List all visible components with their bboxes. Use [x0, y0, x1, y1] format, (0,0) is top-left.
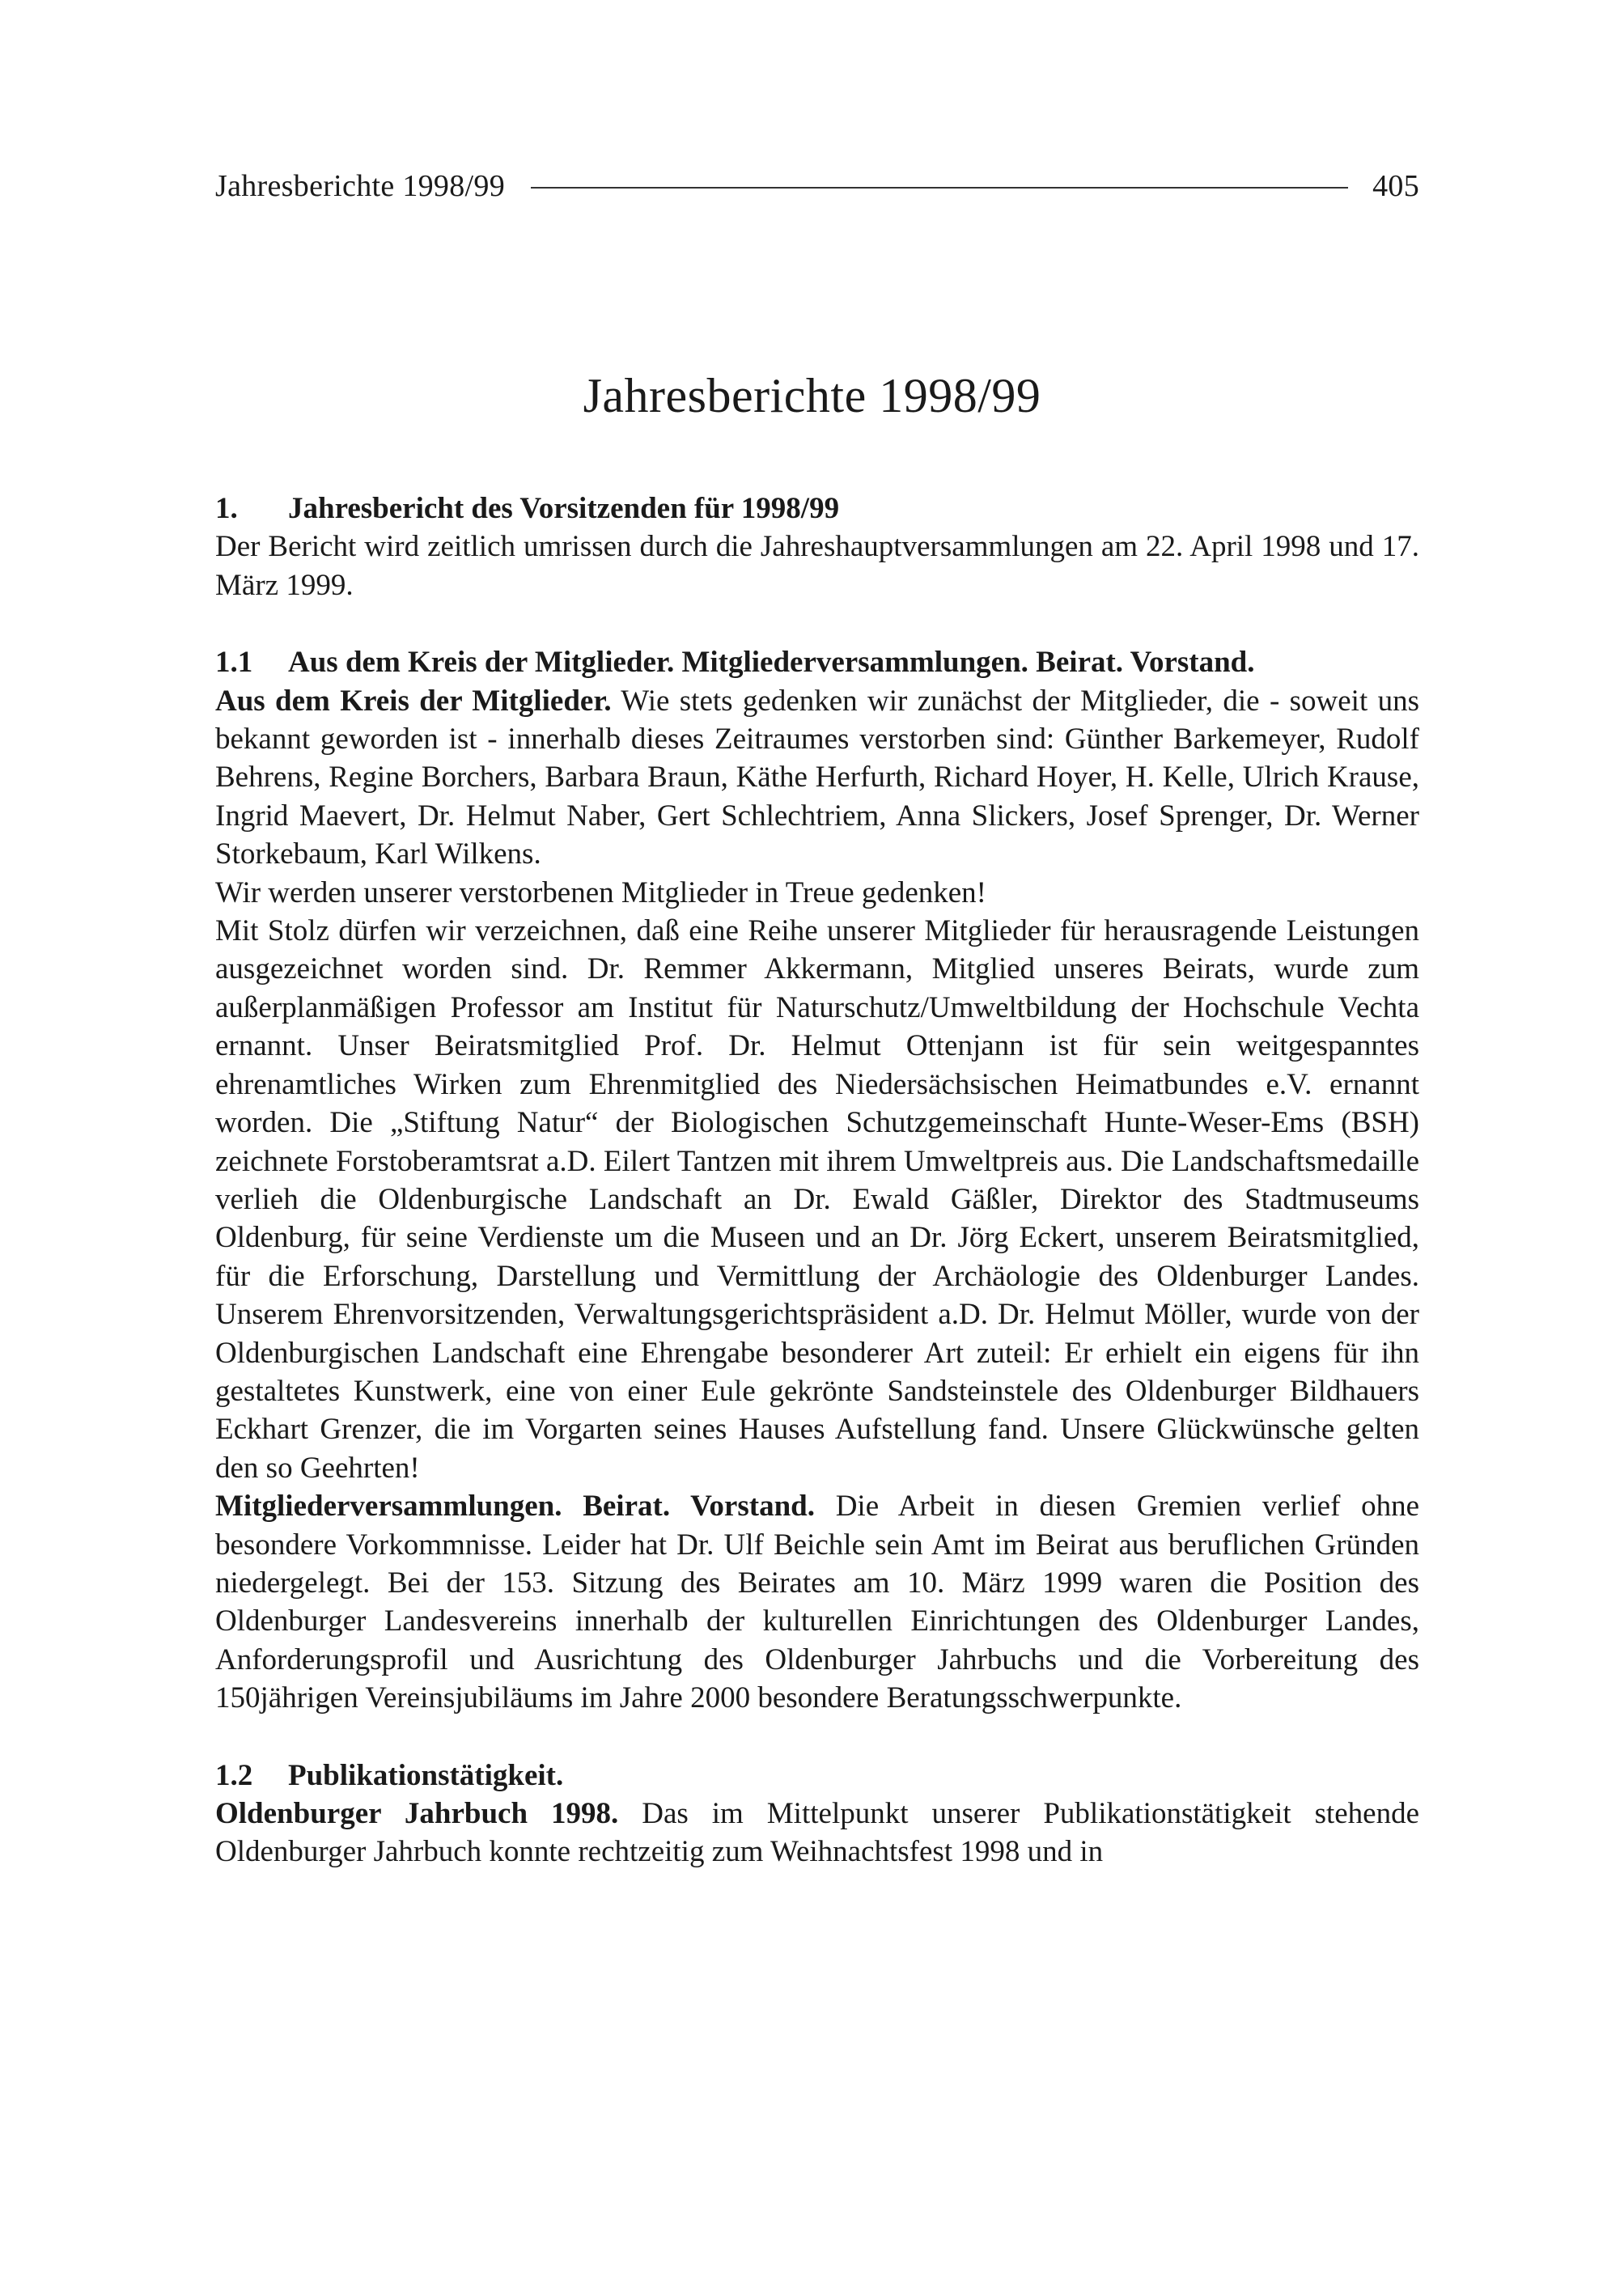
paragraph-lead: Oldenburger Jahrbuch 1998. [215, 1797, 619, 1830]
spacer [215, 1718, 1419, 1757]
page-title: Jahresberichte 1998/99 [583, 369, 1041, 422]
paragraph-text: Das im Mittelpunkt unserer Publikationstätigkeit stehende Oldenburger Jahrbuch konnte rechtzeitig zum Weihnachtsfest 1998 und in [215, 1797, 1420, 1869]
spacer [215, 604, 1419, 643]
paragraph-text: Die Arbeit in diesen Gremien verlief ohne besondere Vorkommnisse. Leider hat Dr. Ulf Beichle sein Amt im Beirat aus beruflichen Gründen niedergelegt. Bei der 153. Sitzung des Beirates am 10. März 1999 waren die Position des Oldenburger Landesvereins innerhalb der kulturellen Einrichtungen des Oldenburger Landes, Anforderungsprofil und Ausrichtung des Oldenburger Jahrbuchs und die Vorbereitung des 150jährigen Vereinsjubiläums im Jahre 2000 besondere Beratungsschwerpunkte. [215, 1490, 1420, 1715]
paragraph-lead: Aus dem Kreis der Mitglieder. [215, 684, 612, 718]
paragraph-lead: Mitgliederversammlungen. Beirat. Vorstand. [215, 1490, 815, 1524]
section-1-heading [215, 490, 1419, 528]
section-heading-text: Aus dem Kreis der Mitglieder. Mitgliederversammlungen. Beirat. Vorstand. [288, 646, 1255, 680]
yearbook-paragraph [215, 1795, 1419, 1871]
section-1-paragraph: Der Bericht wird zeitlich umrissen durch die Jahreshauptversammlungen am 22. April 1998 und 17. März 1999. [215, 530, 1419, 602]
section-1-2-heading [215, 1757, 1419, 1795]
members-paragraph [215, 682, 1419, 874]
page-number: 405 [1372, 169, 1419, 203]
section-number: 1. [215, 492, 238, 525]
remembrance-paragraph: Wir werden unserer verstorbenen Mitglieder in Treue gedenken! [215, 875, 987, 909]
section-number: 1.1 [215, 646, 253, 680]
running-head [215, 166, 1419, 206]
section-heading-text: Jahresbericht des Vorsitzenden für 1998/99 [288, 492, 840, 525]
section-1-1-heading [215, 643, 1419, 681]
meetings-paragraph [215, 1487, 1419, 1717]
section-number: 1.2 [215, 1758, 253, 1792]
paragraph-text: Wie stets gedenken wir zunächst der Mitglieder, die - soweit uns bekannt geworden ist - innerhalb dieses Zeitraumes verstorben sind: Günther Barkemeyer, Rudolf Behrens, Regine Borchers, Barbara Braun, Käthe Herfurth, Richard Hoyer, H. Kelle, Ulrich Krause, Ingrid Maevert, Dr. Helmut Naber, Gert Schlechtriem, Anna Slickers, Josef Sprenger, Dr. Werner Storkebaum, Karl Wilkens. [215, 684, 1419, 871]
section-heading-text: Publikationstätigkeit. [288, 1758, 564, 1792]
running-head-rule [531, 187, 1348, 189]
body-text [215, 490, 1419, 1871]
running-head-title: Jahresberichte 1998/99 [215, 169, 505, 203]
honors-paragraph: Mit Stolz dürfen wir verzeichnen, daß eine Reihe unserer Mitglieder für herausragende Leistungen ausgezeichnet worden sind. Dr. Remmer Akkermann, Mitglied unseres Beirats, wurde zum außerplanmäßigen Professor am Institut für Naturschutz/Umweltbildung der Hochschule Vechta ernannt. Unser Beiratsmitglied Prof. Dr. Helmut Ottenjann ist für sein weitgespanntes ehrenamtliches Wirken zum Ehrenmitglied des Niedersächsischen Heimatbundes e.V. ernannt worden. Die „Stiftung Natur“ der Biologischen Schutzgemeinschaft Hunte-Weser-Ems (BSH) zeichnete Forstoberamtsrat a.D. Eilert Tantzen mit ihrem Umweltpreis aus. Die Landschaftsmedaille verlieh die Oldenburgische Landschaft an Dr. Ewald Gäßler, Direktor des Stadtmuseums Oldenburg, für seine Verdienste um die Museen und an Dr. Jörg Eckert, unserem Beiratsmitglied, für die Erforschung, Darstellung und Vermittlung der Archäologie des Oldenburger Landes. Unserem Ehrenvorsitzenden, Verwaltungsgerichtspräsident a.D. Dr. Helmut Möller, wurde von der Oldenburgischen Landschaft eine Ehrengabe besonderer Art zuteil: Er erhielt ein eigens für ihn gestaltetes Kunstwerk, eine von einer Eule gekrönte Sandsteinstele des Oldenburger Bildhauers Eckhart Grenzer, die im Vorgarten seines Hauses Aufstellung fand. Unsere Glückwünsche gelten den so Geehrten! [215, 914, 1419, 1485]
